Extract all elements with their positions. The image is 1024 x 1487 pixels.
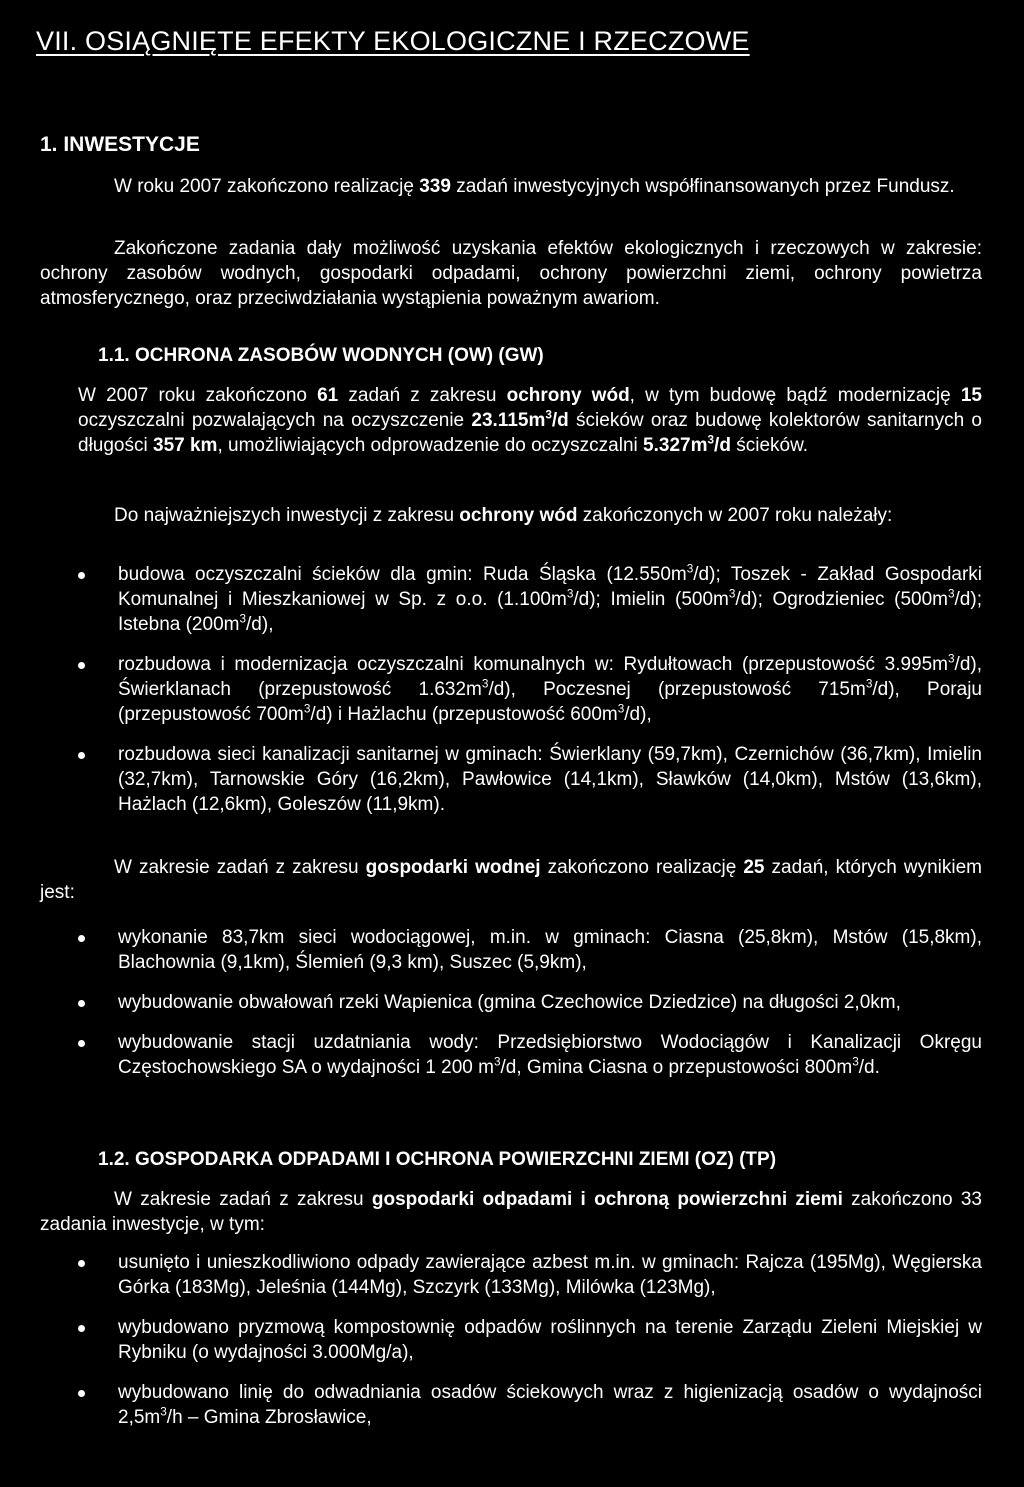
list-item: usunięto i unieszkodliwiono odpady zawierające azbest m.in. w gminach: Rajcza (195Mg), Węgierska Górka (183Mg), Jeleśnia (144Mg), Szczyrk (133Mg), Milówka (123Mg), [0, 1250, 982, 1300]
chapter-title: VII. OSIĄGNIĘTE EFEKTY EKOLOGICZNE I RZECZOWE [36, 26, 750, 56]
section-heading-waste: 1.2. GOSPODARKA ODPADAMI I OCHRONA POWIERZCHNI ZIEMI (OZ) (TP) [98, 1149, 777, 1170]
list-item: wykonanie 83,7km sieci wodociągowej, m.in. w gminach: Ciasna (25,8km), Mstów (15,8km), Blachownia (9,1km), Ślemień (9,3 km), Suszec (5,9km), [0, 925, 982, 975]
intro-paragraph: W roku 2007 zakończono realizację 339 zadań inwestycyjnych współfinansowanych przez Fundusz. [114, 176, 955, 197]
section-heading-investments: 1. INWESTYCJE [40, 133, 200, 156]
waste-list [0, 1250, 1024, 1445]
water-investments-intro: Do najważniejszych inwestycji z zakresu ochrony wód zakończonych w 2007 roku należały: [114, 505, 893, 526]
waste-intro-paragraph: W zakresie zadań z zakresu gospodarki odpadami i ochroną powierzchni ziemi zakończono 33 zadania inwestycje, w tym: [40, 1189, 982, 1235]
list-item: wybudowano linię do odwadniania osadów ściekowych wraz z higienizacją osadów o wydajności $2,5m^3/h$ – Gmina Zbrosławice, [0, 1380, 982, 1430]
water-management-intro: W zakresie zadań z zakresu gospodarki wodnej zakończono realizację 25 zadań, których wynikiem jest: [40, 857, 983, 903]
list-item: wybudowanie obwałowań rzeki Wapienica (gmina Czechowice Dziedzice) na długości 2,0km, [0, 990, 982, 1015]
water-management-list [0, 925, 1024, 1095]
effects-paragraph: Zakończone zadania dały możliwość uzyskania efektów ekologicznych i rzeczowych w zakresie: ochrony zasobów wodnych, gospodarki odpadami, ochrony powierzchni ziemi, ochrony powietrza atmosferycznego, oraz przeciwdziałania wystąpienia poważnym awariom. [40, 238, 982, 309]
list-item: rozbudowa sieci kanalizacji sanitarnej w gminach: Świerklany (59,7km), Czernichów (36,7km), Imielin (32,7km), Tarnowskie Góry (16,2km), Pawłowice (14,1km), Sławków (14,0km), Mstów (13,6km), Hażlach (12,6km), Goleszów (11,9km). [0, 742, 982, 817]
list-item: budowa oczyszczalni ścieków dla gmin: Ruda Śląska $(12.550m^3/d)$; Toszek - Zakład Gospodarki Komunalnej i Mieszkaniowej w Sp. z o.o. $(1.100m^3/d)$; Imielin $(500m^3/d)$; Ogrodzieniec $(500m^3/d)$; Istebna $(200m^3/d)$, [0, 562, 982, 637]
list-item: wybudowano pryzmową kompostownię odpadów roślinnych na terenie Zarządu Zieleni Miejskiej w Rybniku (o wydajności 3.000Mg/a), [0, 1315, 982, 1365]
list-item: rozbudowa i modernizacja oczyszczalni komunalnych w: Rydułtowach (przepustowość $3.995m^3/d$), Świerklanach (przepustowość $1.632m^3/d$), Poczesnej (przepustowość $715m^3/d$), Poraju (przepustowość $700m^3/d$) i Hażlachu (przepustowość $600m^3/d$), [0, 652, 982, 727]
water-investments-list [0, 562, 1024, 832]
water-summary-paragraph: W 2007 roku zakończono 61 zadań z zakresu ochrony wód, w tym budowę bądź modernizację 15 oczyszczalni pozwalających na oczyszczenie $23.115m^3/d$ ścieków oraz budowę kolektorów sanitarnych o długości 357 km, umożliwiających odprowadzenie do oczyszczalni $5.327m^3/d$ ścieków. [78, 385, 983, 456]
list-item: wybudowanie stacji uzdatniania wody: Przedsiębiorstwo Wodociągów i Kanalizacji Okręgu Częstochowskiego SA o wydajności 1 200 $m^3/d$, Gmina Ciasna o przepustowości $800m^3/d$. [0, 1030, 982, 1080]
section-heading-water: 1.1. OCHRONA ZASOBÓW WODNYCH (OW) (GW) [98, 345, 544, 366]
